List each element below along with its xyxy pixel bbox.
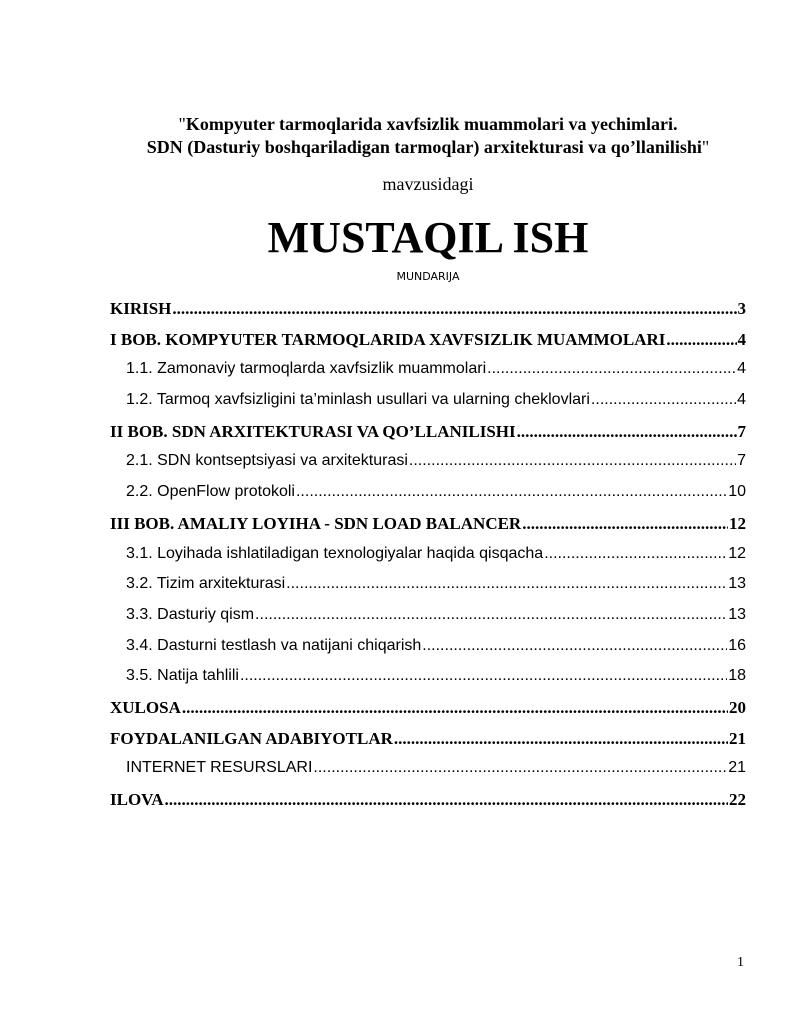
toc-entry-page-number: 4 bbox=[737, 391, 746, 409]
topic-title-part-2: SDN (Dasturiy boshqariladigan tarmoqlar) arxitekturasi va qo’llanilishi bbox=[146, 137, 702, 157]
toc-entry[interactable] bbox=[110, 575, 746, 606]
topic-line-2 bbox=[60, 134, 796, 161]
topic-close-quote: " bbox=[701, 137, 710, 157]
toc-entry[interactable] bbox=[110, 698, 746, 729]
toc-entry[interactable] bbox=[110, 391, 746, 422]
table-of-contents bbox=[110, 299, 746, 821]
toc-entry-page-number: 12 bbox=[729, 513, 746, 533]
toc-entry-page-number: 18 bbox=[728, 667, 746, 685]
toc-entry[interactable] bbox=[110, 667, 746, 698]
toc-entry-page-number: 7 bbox=[737, 452, 746, 470]
toc-entry-page-number: 22 bbox=[729, 790, 746, 809]
dot-leader bbox=[409, 452, 736, 470]
dot-leader bbox=[394, 729, 728, 749]
dot-leader bbox=[522, 514, 728, 534]
dot-leader bbox=[182, 698, 728, 718]
toc-entry-page-number: 16 bbox=[728, 636, 746, 654]
toc-entry-label: 3.3. Dasturiy qism bbox=[126, 605, 255, 623]
topic-open-quote: " bbox=[178, 114, 186, 134]
dot-leader bbox=[172, 299, 736, 319]
toc-entry-label: KIRISH bbox=[110, 299, 172, 318]
toc-entry[interactable] bbox=[110, 514, 746, 545]
toc-entry[interactable] bbox=[110, 545, 746, 576]
toc-entry[interactable] bbox=[110, 360, 746, 391]
dot-leader bbox=[240, 667, 727, 685]
toc-entry-page-number: 4 bbox=[737, 329, 746, 349]
toc-entry-page-number: 10 bbox=[728, 483, 746, 501]
toc-entry-label: ILOVA bbox=[110, 790, 164, 809]
toc-entry-page-number: 4 bbox=[737, 360, 746, 378]
toc-entry-label: III BOB. AMALIY LOYIHA - SDN LOAD BALANCER bbox=[110, 513, 522, 533]
toc-entry-label: 1.2. Tarmoq xavfsizligini ta’minlash usullari va ularning cheklovlari bbox=[126, 391, 590, 409]
dot-leader bbox=[487, 360, 736, 378]
topic-title-part-1: Kompyuter tarmoqlarida xavfsizlik muammolari va yechimlari. bbox=[185, 114, 678, 134]
toc-heading: MUNDARIJA bbox=[396, 270, 460, 283]
toc-entry[interactable] bbox=[110, 330, 746, 361]
toc-entry-label: 3.2. Tizim arxitekturasi bbox=[126, 575, 286, 593]
toc-entry[interactable] bbox=[110, 729, 746, 760]
toc-entry-label: 2.1. SDN kontseptsiyasi va arxitekturasi bbox=[126, 452, 408, 470]
dot-leader bbox=[165, 790, 728, 810]
toc-entry[interactable] bbox=[110, 452, 746, 483]
toc-entry[interactable] bbox=[110, 422, 746, 453]
toc-entry-label: 3.5. Natija tahlili bbox=[126, 667, 239, 685]
toc-entry-page-number: 20 bbox=[729, 697, 746, 717]
toc-entry-label: INTERNET RESURSLARI bbox=[126, 759, 313, 777]
page-number: 1 bbox=[737, 955, 744, 970]
toc-entry-label: 3.1. Loyihada ishlatiladigan texnologiyalar haqida qisqacha bbox=[126, 544, 544, 562]
toc-entry-label: FOYDALANILGAN ADABIYOTLAR bbox=[110, 728, 393, 748]
toc-entry-page-number: 12 bbox=[728, 544, 746, 562]
toc-entry-page-number: 13 bbox=[728, 575, 746, 593]
dot-leader bbox=[296, 483, 727, 501]
toc-entry[interactable] bbox=[110, 483, 746, 514]
toc-entry-label: 3.4. Dasturni testlash va natijani chiqarish bbox=[126, 636, 422, 654]
dot-leader bbox=[255, 606, 727, 624]
subtitle: mavzusidagi bbox=[382, 174, 474, 194]
toc-entry-label: XULOSA bbox=[110, 697, 181, 717]
toc-entry[interactable] bbox=[110, 759, 746, 790]
dot-leader bbox=[544, 545, 727, 563]
dot-leader bbox=[517, 422, 737, 442]
dot-leader bbox=[313, 759, 727, 777]
toc-entry[interactable] bbox=[110, 606, 746, 637]
toc-entry-label: II BOB. SDN ARXITEKTURASI VA QO’LLANILISHI bbox=[110, 421, 516, 441]
toc-entry-page-number: 21 bbox=[728, 759, 746, 777]
main-title: MUSTAQIL ISH bbox=[267, 213, 589, 262]
toc-entry-page-number: 21 bbox=[729, 728, 746, 748]
dot-leader bbox=[286, 575, 727, 593]
toc-entry[interactable] bbox=[110, 790, 746, 821]
dot-leader bbox=[422, 637, 727, 655]
toc-entry-page-number: 3 bbox=[737, 299, 746, 318]
toc-entry[interactable] bbox=[110, 637, 746, 668]
dot-leader bbox=[666, 330, 736, 350]
toc-entry-label: 2.2. OpenFlow protokoli bbox=[126, 483, 295, 501]
toc-entry-label: I BOB. KOMPYUTER TARMOQLARIDA XAVFSIZLIK MUAMMOLARI bbox=[110, 329, 666, 349]
dot-leader bbox=[591, 391, 736, 409]
toc-entry-page-number: 13 bbox=[728, 605, 746, 623]
toc-entry-page-number: 7 bbox=[737, 421, 746, 441]
toc-entry-label: 1.1. Zamonaviy tarmoqlarda xavfsizlik muammolari bbox=[126, 360, 487, 378]
toc-entry[interactable] bbox=[110, 299, 746, 330]
